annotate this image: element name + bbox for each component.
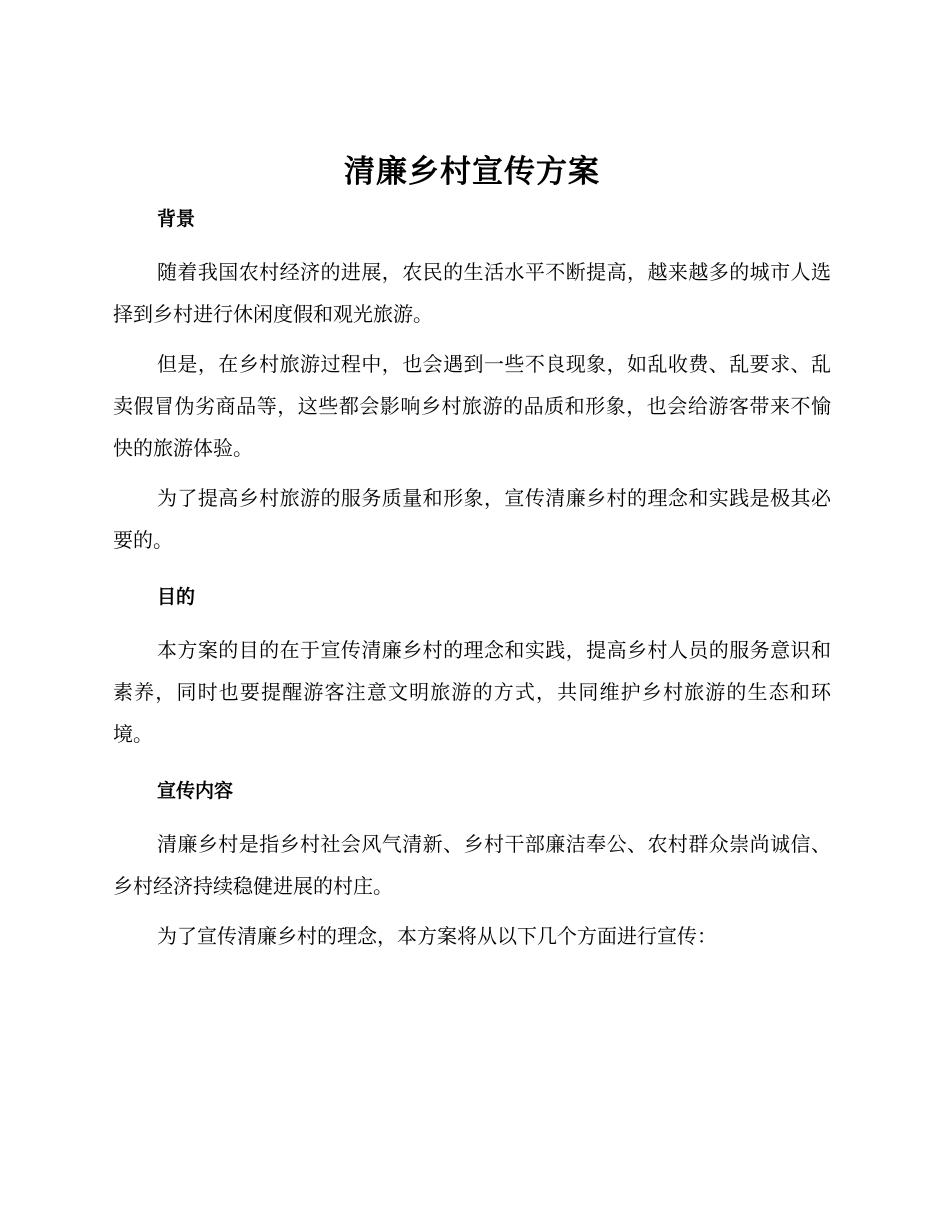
section-heading-content: 宣传内容 — [157, 780, 234, 802]
document-title: 清廉乡村宣传方案 — [344, 154, 600, 190]
paragraph: 为了提高乡村旅游的服务质量和形象，宣传清廉乡村的理念和实践是极其必要的。 — [113, 486, 831, 552]
section-heading-purpose: 目的 — [157, 586, 196, 608]
document-body — [113, 148, 831, 957]
paragraph: 本方案的目的在于宣传清廉乡村的理念和实践，提高乡村人员的服务意识和素养，同时也要提醒游客注意文明旅游的方式，共同维护乡村旅游的生态和环境。 — [113, 638, 831, 746]
section-heading-background: 背景 — [157, 208, 196, 230]
paragraph: 清廉乡村是指乡村社会风气清新、乡村干部廉洁奉公、农村群众崇尚诚信、乡村经济持续稳健进展的村庄。 — [113, 832, 831, 898]
paragraph: 随着我国农村经济的进展，农民的生活水平不断提高，越来越多的城市人选择到乡村进行休闲度假和观光旅游。 — [113, 260, 831, 326]
paragraph: 为了宣传清廉乡村的理念，本方案将从以下几个方面进行宣传： — [157, 924, 717, 948]
paragraph: 但是，在乡村旅游过程中，也会遇到一些不良现象，如乱收费、乱要求、乱卖假冒伪劣商品等，这些都会影响乡村旅游的品质和形象，也会给游客带来不愉快的旅游体验。 — [113, 352, 831, 460]
